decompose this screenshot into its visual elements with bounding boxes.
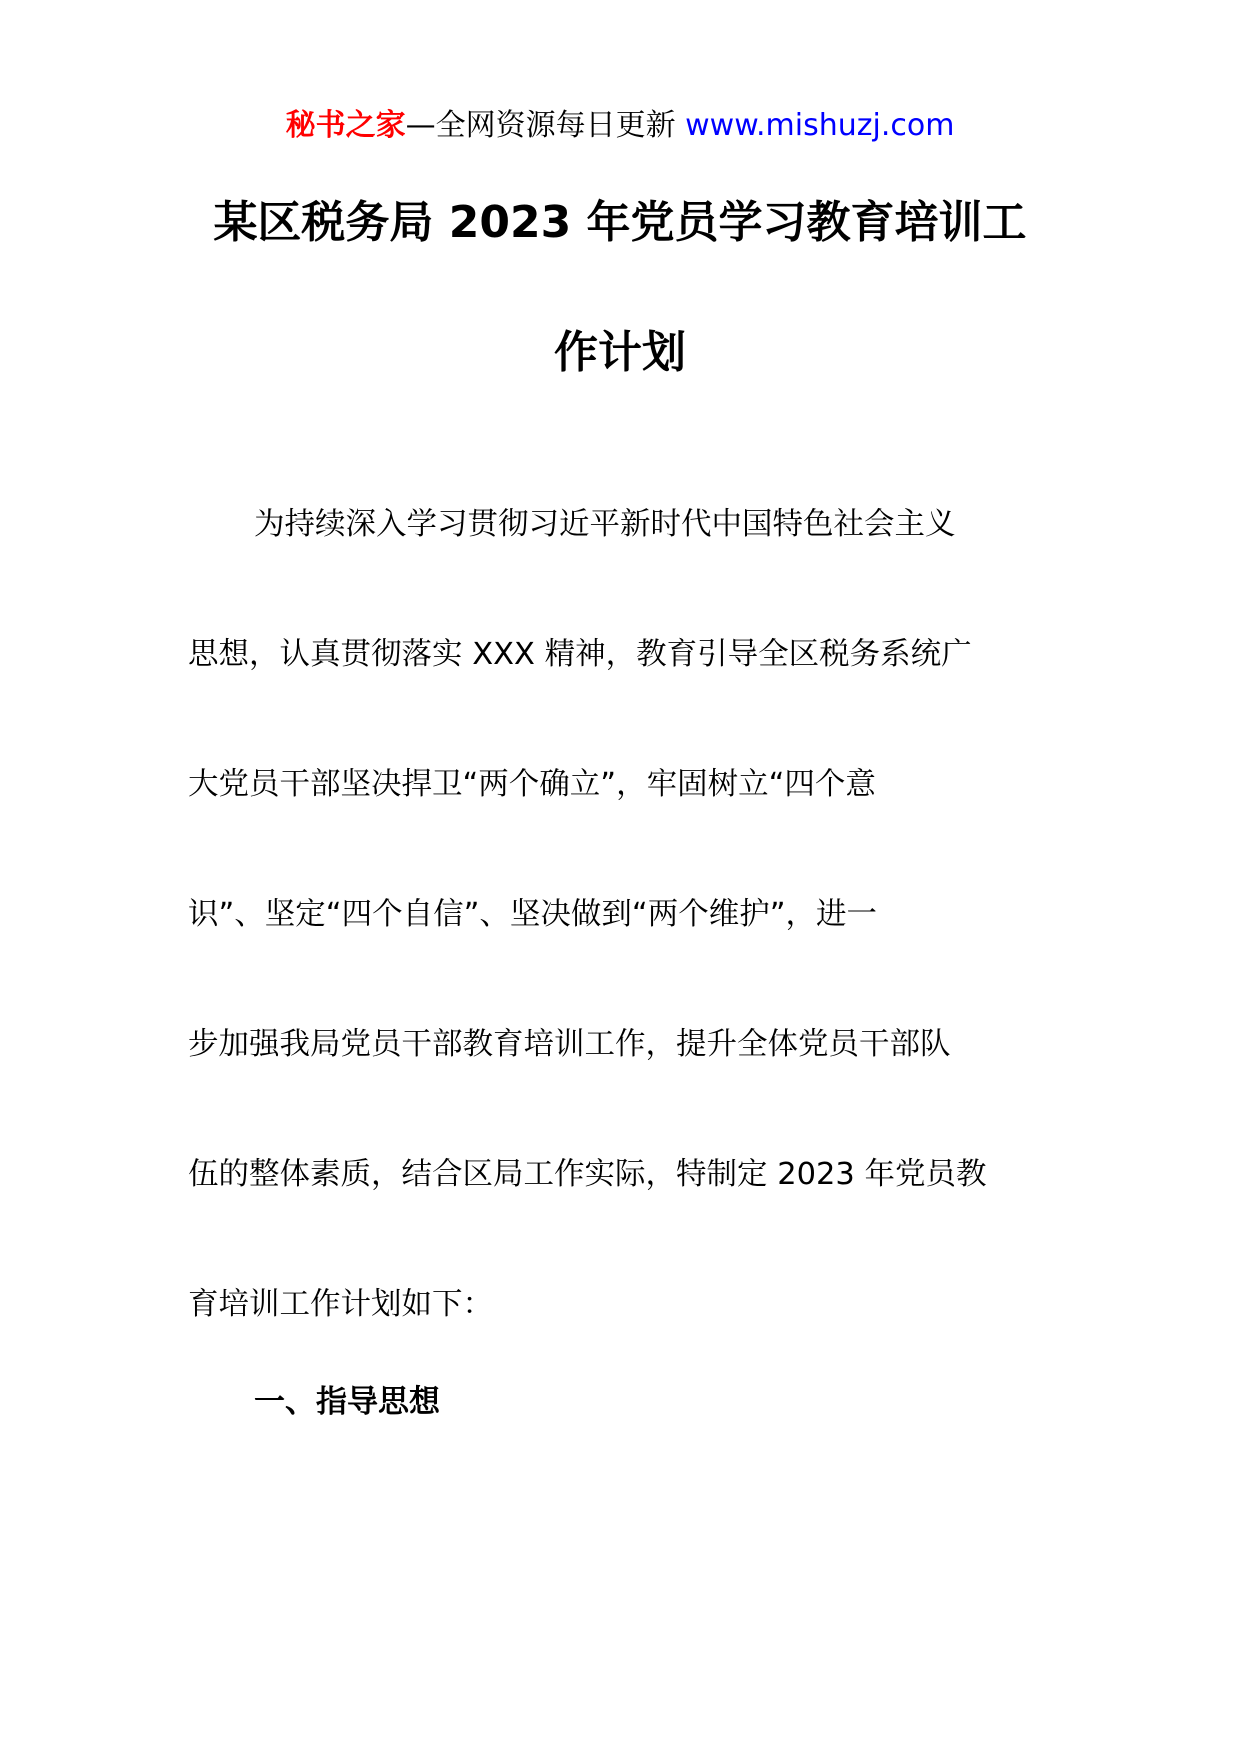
document-title: [180, 158, 1060, 418]
site-url-link[interactable]: www.mishuzj.com: [685, 108, 955, 143]
paragraph-line: 伍的整体素质，结合区局工作实际，特制定 2023 年党员教: [188, 1157, 987, 1192]
section-heading-guiding-ideology: 一、指导思想: [254, 1384, 440, 1420]
site-header: [0, 104, 1240, 148]
paragraph-line: 步加强我局党员干部教育培训工作，提升全体党员干部队: [188, 1027, 951, 1062]
paragraph-line: 育培训工作计划如下：: [188, 1287, 493, 1322]
paragraph-line: 识”、坚定“四个自信”、坚决做到“两个维护”，进一: [188, 897, 878, 932]
document-title-line-2: 作计划: [554, 327, 686, 378]
paragraph-line: 思想，认真贯彻落实 XXX 精神，教育引导全区税务系统广: [188, 637, 972, 672]
brand-name: 秘书之家: [285, 108, 406, 143]
paragraph-line: 为持续深入学习贯彻习近平新时代中国特色社会主义: [254, 507, 956, 542]
header-tagline: —全网资源每日更新: [405, 108, 686, 143]
paragraph-line: 大党员干部坚决捍卫“两个确立”，牢固树立“四个意: [188, 767, 876, 802]
intro-paragraph: [188, 460, 1058, 1370]
document-title-line-1: 某区税务局 2023 年党员学习教育培训工: [213, 197, 1027, 248]
